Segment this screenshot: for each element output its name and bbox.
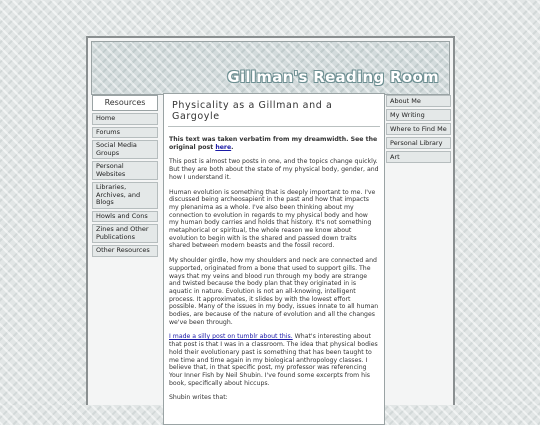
sidebar-item-home[interactable]: Home bbox=[92, 113, 158, 125]
resources-menu bbox=[92, 113, 158, 257]
right-sidebar bbox=[386, 95, 451, 165]
sidebar-item-libraries-archives-blogs[interactable]: Libraries, Archives, and Blogs bbox=[92, 182, 158, 209]
original-post-link[interactable]: here bbox=[215, 143, 232, 151]
main-content bbox=[163, 93, 385, 425]
source-note-text: This text was taken verbatim from my dreamwidth. See the original post bbox=[169, 136, 378, 151]
post-paragraph-with-link bbox=[169, 333, 379, 387]
sidebar-item-forums[interactable]: Forums bbox=[92, 127, 158, 139]
post-paragraph: Shubin writes that: bbox=[169, 394, 228, 402]
source-note-end: . bbox=[231, 143, 234, 151]
nav-my-writing[interactable]: My Writing bbox=[386, 109, 451, 121]
source-note bbox=[169, 136, 379, 151]
post-paragraph: Human evolution is something that is deeply important to me. I've discussed being archeosapient in the past and how that impacts my plenanima as a whole. I've also been thinking about my connection to evolution in regards to my physical body and how my human body carries and holds that history. It's not something metaphorical or spiritual, the whole reason we know about evolution to begin with is the shared and passed down traits shared between modern beasts and the fossil record. bbox=[169, 188, 376, 250]
post-paragraph: My shoulder girdle, how my shoulders and neck are connected and supported, originated from a bone that used to support gills. The ways that my veins and blood run through my body are strange and twisted because the body plan that they originated in is aquatic in nature. Evolution is not an all-knowing, intelligent process. It approximates, it slides by with the lowest effort possible. Many of the issues in my body, issues innate to all human bodies, are because of the nature of evolution and all the changes we've been through. bbox=[169, 257, 379, 326]
nav-about-me[interactable]: About Me bbox=[386, 95, 451, 107]
tumblr-post-link[interactable]: I made a silly post on tumblr about this. bbox=[169, 333, 293, 341]
post-paragraph: This post is almost two posts in one, and the topics change quickly. But they are both about the state of my physical body, gender, and how I understand it. bbox=[169, 158, 379, 181]
sidebar-item-zines-publications[interactable]: Zines and Other Publications bbox=[92, 224, 158, 243]
post-title: Physicality as a Gillman and a Gargoyle bbox=[168, 98, 380, 127]
post-body bbox=[164, 127, 384, 402]
left-sidebar bbox=[92, 95, 158, 259]
sidebar-item-personal-websites[interactable]: Personal Websites bbox=[92, 161, 158, 180]
page-wrapper bbox=[86, 36, 455, 405]
nav-art[interactable]: Art bbox=[386, 151, 451, 163]
site-title: Gillman's Reading Room bbox=[227, 68, 439, 86]
sidebar-item-other-resources[interactable]: Other Resources bbox=[92, 245, 158, 257]
sidebar-item-social-media-groups[interactable]: Social Media Groups bbox=[92, 140, 158, 159]
site-header bbox=[91, 41, 450, 95]
nav-personal-library[interactable]: Personal Library bbox=[386, 137, 451, 149]
sidebar-item-howls-and-cons[interactable]: Howls and Cons bbox=[92, 211, 158, 223]
nav-where-to-find-me[interactable]: Where to Find Me bbox=[386, 123, 451, 135]
post-paragraph-text: What's interesting about that post is that I was in a classroom. The idea that physical bodies hold their evolutionary past is something that has been taught to me time and time again in my biological anthropology classes. I believe that, in that specific post, my professor was referencing Your Inner Fish by Neil Shubin. I've found some excerpts from his book, specifically about hiccups. bbox=[169, 333, 378, 387]
resources-heading: Resources bbox=[92, 95, 158, 111]
